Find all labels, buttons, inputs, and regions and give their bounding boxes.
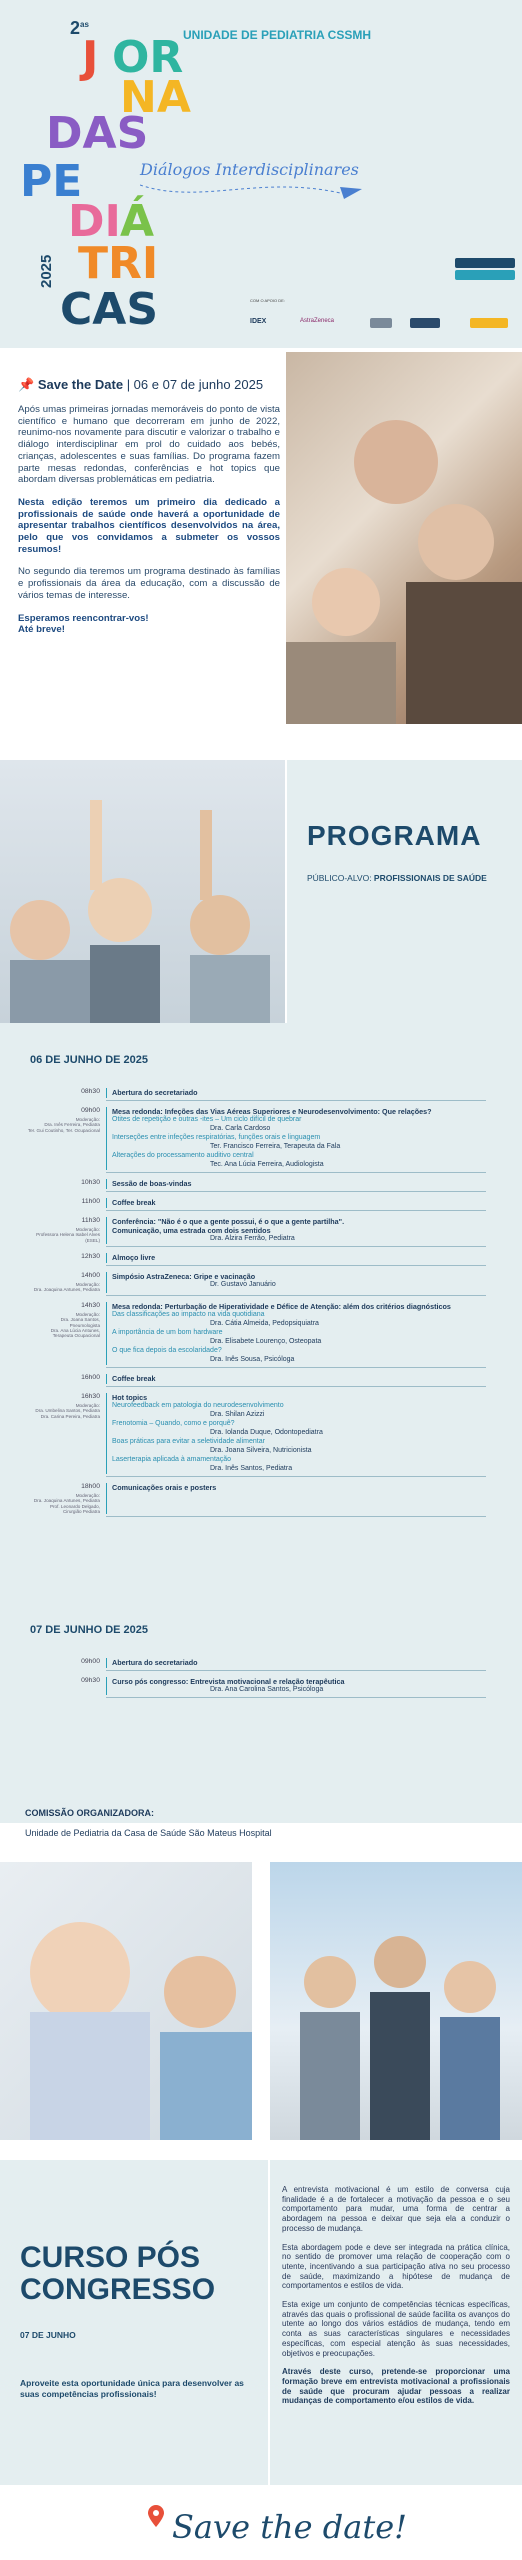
moderators: Moderação: Dra. Inês Ferreira, Pediatra Ter. Gui Coutinho, Ter. Ocupacional xyxy=(27,1117,100,1133)
timeline-bar xyxy=(106,1483,107,1515)
session-topic: Frenotomia – Quando, como e porquê? xyxy=(112,1419,235,1427)
session-title: Comunicações orais e posters xyxy=(112,1482,217,1492)
moderators: Moderação: Dra. Umbelina Santos, Pediatra Dra. Carina Pereira, Pediatra xyxy=(35,1402,100,1419)
session-title: Comunicação, uma estrada com dois sentidos xyxy=(112,1226,271,1235)
row-divider xyxy=(106,1246,486,1247)
session-topic: Boas práticas para evitar a seletividade alimentar xyxy=(112,1437,265,1445)
session-time: 14h00 xyxy=(81,1272,100,1279)
session-title: Abertura do secretariado xyxy=(112,1658,198,1667)
row-divider xyxy=(106,1516,486,1517)
session-topic: Neurofeedback em patologia do neurodesenvolvimento xyxy=(112,1401,284,1409)
programa-panel xyxy=(287,760,522,1023)
speaker: Dra. Ana Carolina Santos, Psicóloga xyxy=(210,1686,324,1693)
session-topic: O que fica depois da escolaridade? xyxy=(112,1346,222,1354)
row-divider xyxy=(106,1172,486,1173)
speaker: Ter. Francisco Ferreira, Terapeuta da Fala xyxy=(210,1143,341,1150)
session-time: 12h30 xyxy=(81,1253,100,1260)
paragraph: Nesta edição teremos um primeiro dia dedicado a profissionais de saúde onde haverá a oportunidade de apresentar trabalhos científicos desenvolvidos na área, pelo que vos convidamos a submeter os vossos resumos! xyxy=(18,496,280,555)
map-pin-icon xyxy=(148,2505,164,2527)
row-divider xyxy=(106,1697,486,1698)
timeline-bar xyxy=(106,1658,107,1668)
speaker: Dra. Iolanda Duque, Odontopediatra xyxy=(210,1428,323,1436)
speaker: Dra. Alzira Ferrão, Pediatra xyxy=(210,1235,295,1242)
organizing-committee: COMISSÃO ORGANIZADORA: Unidade de Pediatria da Casa de Saúde São Mateus Hospital xyxy=(25,1808,272,1838)
title-letter: DI xyxy=(68,196,121,247)
session-title: Mesa redonda: Infeções das Vias Aéreas Superiores e Neurodesenvolvimento: Que relações? xyxy=(112,1107,432,1116)
paragraph: Esta exige um conjunto de competências técnicas específicas, através das quais o profissional de saúde facilita os avanços do utente ao longo dos vários estádios de mudança, tendo em conta as suas características singulares e necessidades específicas, com especial atenção às suas necessidades, objetivos e preocupações. xyxy=(282,2300,510,2358)
paragraph: Através deste curso, pretende-se proporcionar uma formação breve em entrevista motivacional a profissionais de saúde que procuram ajudar pessoas a realizar mudanças de comportamento e/ou estilos de vida. xyxy=(282,2367,510,2406)
footer-save-the-date: Save the date! xyxy=(172,2508,407,2546)
session-time: 11h00 xyxy=(81,1198,100,1205)
moderators: Moderação: Dra. Joana Santos, Pneumologista Dra. Ana Lúcia Antunes, Terapeuta Ocupacional xyxy=(50,1311,100,1339)
title-letter: DAS xyxy=(46,108,149,159)
session-title: Almoço livre xyxy=(112,1253,156,1262)
session-time: 09h30 xyxy=(81,1677,100,1684)
title-letter: Á xyxy=(120,196,155,247)
session-title: Curso pós congresso: Entrevista motivacional e relação terapêutica xyxy=(112,1677,345,1686)
session-topic: A importância de um bom hardware xyxy=(112,1328,223,1336)
session-topic: Alterações do processamento auditivo central xyxy=(112,1152,254,1159)
edition-number: $2^{as}$ xyxy=(70,18,89,38)
speaker: Dra. Cátia Almeida, Pedopsiquiatra xyxy=(210,1319,319,1327)
baby-photo xyxy=(0,1862,252,2140)
row-divider xyxy=(106,1295,486,1296)
timeline-bar xyxy=(106,1179,107,1189)
paragraph: Após umas primeiras jornadas memoráveis do ponto de vista científico e humano que decorreram em junho de 2022, reunimo-nos novamente para discutir e valorizar o trabalho e diálogo interdisciplinar em prol do cuidado aos bebés, crianças, adolescentes e suas famílias. Do programa fazem parte mesas redondas, conferências e hot topics que abordam diversas problemáticas em pediatria. xyxy=(18,404,280,486)
family-illustration xyxy=(286,352,522,724)
session-time: 09h00 xyxy=(81,1107,100,1114)
timeline-bar xyxy=(106,1253,107,1263)
session-topic: Otites de repetição e outras -ites – Um ciclo difícil de quebrar xyxy=(112,1116,302,1123)
row-divider xyxy=(106,1386,486,1387)
session-time: 10h30 xyxy=(81,1179,100,1186)
closing: Esperamos reencontrar-vos! Até breve! xyxy=(18,612,149,636)
save-the-date-heading: 📌 Save the Date | 06 e 07 de junho 2025 xyxy=(18,377,264,392)
speaker: Dr. Gustavo Januário xyxy=(210,1281,276,1288)
family-outdoor-illustration xyxy=(270,1862,522,2140)
timeline-bar xyxy=(106,1272,107,1293)
session-title: Sessão de boas-vindas xyxy=(112,1179,192,1188)
paper-plane-trail-icon xyxy=(140,175,370,205)
timeline-bar xyxy=(106,1107,107,1170)
timeline-bar xyxy=(106,1217,107,1244)
session-time: 09h00 xyxy=(81,1658,100,1665)
session-title: Conferência: "Não é o que a gente possui, é o que a gente partilha". xyxy=(112,1217,345,1226)
subtitle: Diálogos Interdisciplinares xyxy=(140,160,359,179)
timeline-bar xyxy=(106,1393,107,1474)
hospital-logo xyxy=(455,258,515,268)
curso-panel xyxy=(0,2160,268,2485)
children-photo xyxy=(0,760,285,1023)
moderators: Moderação: Dra. Joaquina Antunes, Pediatra Prof. Leonardo Delgado, Cirurgião Pediatra xyxy=(33,1492,100,1515)
programa-title: PROGRAMA xyxy=(307,820,482,851)
speaker: Tec. Ana Lúcia Ferreira, Audiologista xyxy=(210,1161,324,1168)
timeline-bar xyxy=(106,1198,107,1208)
family-photo xyxy=(286,352,522,724)
row-divider xyxy=(106,1191,486,1192)
speaker: Dra. Elisabete Lourenço, Osteopata xyxy=(210,1337,322,1345)
title-letter: PE xyxy=(20,156,83,207)
timeline-bar xyxy=(106,1302,107,1365)
session-time: 11h30 xyxy=(81,1217,100,1224)
hospital-logo xyxy=(455,270,515,280)
save-the-date-text xyxy=(18,404,280,636)
partner-logo xyxy=(470,318,508,328)
sponsor-logo: IDEX xyxy=(250,318,267,325)
partner-logo xyxy=(410,318,440,328)
moderators: Moderação: Professora Helena Isabel Alves (ESEL) xyxy=(36,1227,100,1243)
session-title: Simpósio AstraZeneca: Gripe e vacinação xyxy=(112,1272,256,1281)
target-audience: PÚBLICO-ALVO: PROFISSIONAIS DE SAÚDE xyxy=(307,873,487,883)
curso-text xyxy=(282,2185,510,2415)
paragraph: Esta abordagem pode e deve ser integrada na prática clínica, no sentido de promover uma relação de cooperação com o utente, incentivando a sua participação ativa no seu processo de saúde, maximizando a hipótese de mudança de comportamentos e estilos de vida. xyxy=(282,2242,510,2291)
children-illustration xyxy=(0,760,285,1023)
session-topic: Laserterapia aplicada à amamentação xyxy=(112,1455,232,1463)
title-letter: CAS xyxy=(60,284,159,335)
session-time: 08h30 xyxy=(81,1088,100,1095)
row-divider xyxy=(106,1476,486,1477)
session-title: Hot topics xyxy=(112,1392,148,1402)
paragraph: A entrevista motivacional é um estilo de conversa cuja finalidade é a de fortalecer a motivação da pessoa e o seu comportamento para mudar, uma forma de centrar a abordagem na pessoa e deixar que seja ela a conduzir o processo de mudança. xyxy=(282,2185,510,2233)
speaker: Dra. Joana Silveira, Nutricionista xyxy=(210,1446,312,1454)
pin-icon: 📌 xyxy=(18,377,35,392)
session-title: Coffee break xyxy=(112,1198,156,1207)
timeline-bar xyxy=(106,1677,107,1695)
family-outdoor-photo xyxy=(270,1862,522,2140)
year: 2025 xyxy=(38,254,55,288)
sponsor-label: COM O APOIO DE: xyxy=(250,298,285,303)
paragraph: No segundo dia teremos um programa destinado às famílias e profissionais da área da educação, com a discussão de vários temas de interesse. xyxy=(18,566,280,601)
curso-title: CURSO PÓS CONGRESSO xyxy=(20,2241,216,2306)
hero-header xyxy=(0,0,522,348)
title-letter: OR xyxy=(112,32,184,83)
session-time: 16h00 xyxy=(81,1373,100,1381)
speaker: Dra. Shilan Azizzi xyxy=(210,1410,265,1418)
session-title: Mesa redonda: Perturbação de Hiperatividade e Défice de Atenção: além dos critérios diagnósticos xyxy=(112,1301,451,1311)
row-divider xyxy=(106,1210,486,1211)
title-letter: TRI xyxy=(78,238,159,289)
sponsor-logo: AstraZeneca xyxy=(300,318,335,324)
title-letter: NA xyxy=(120,72,191,123)
speaker: Dra. Carla Cardoso xyxy=(210,1125,271,1132)
session-time: 18h00 xyxy=(81,1482,100,1490)
title-letter: J xyxy=(82,32,99,83)
session-time: 14h30 xyxy=(81,1301,100,1309)
day-label: 07 DE JUNHO DE 2025 xyxy=(30,1624,148,1636)
day-label: 06 DE JUNHO DE 2025 xyxy=(30,1054,148,1066)
row-divider xyxy=(106,1367,486,1368)
timeline-bar xyxy=(106,1374,107,1384)
session-title: Abertura do secretariado xyxy=(112,1088,198,1097)
row-divider xyxy=(106,1265,486,1266)
session-topic: Das classificações ao impacto na vida quotidiana xyxy=(112,1310,265,1318)
curso-cta: Aproveite esta oportunidade única para desenvolver as suas competências profissionais! xyxy=(20,2378,244,2399)
moderators: Moderação: Dra. Joaquina Antunes, Pediatra xyxy=(33,1282,100,1293)
curso-description xyxy=(270,2160,522,2485)
row-divider xyxy=(106,1670,486,1671)
timeline-bar xyxy=(106,1088,107,1098)
speaker: Dra. Inês Santos, Pediatra xyxy=(210,1464,293,1472)
row-divider xyxy=(106,1100,486,1101)
session-time: 16h30 xyxy=(81,1392,100,1400)
curso-date: 07 DE JUNHO xyxy=(20,2330,76,2340)
session-title: Coffee break xyxy=(112,1373,156,1383)
speaker: Dra. Inês Sousa, Psicóloga xyxy=(210,1355,295,1363)
baby-illustration xyxy=(0,1862,252,2140)
partner-logo xyxy=(370,318,392,328)
session-topic: Interseções entre infeções respiratórias, funções orais e linguagem xyxy=(112,1134,321,1141)
organization-name: UNIDADE DE PEDIATRIA CSSMH xyxy=(183,28,372,42)
